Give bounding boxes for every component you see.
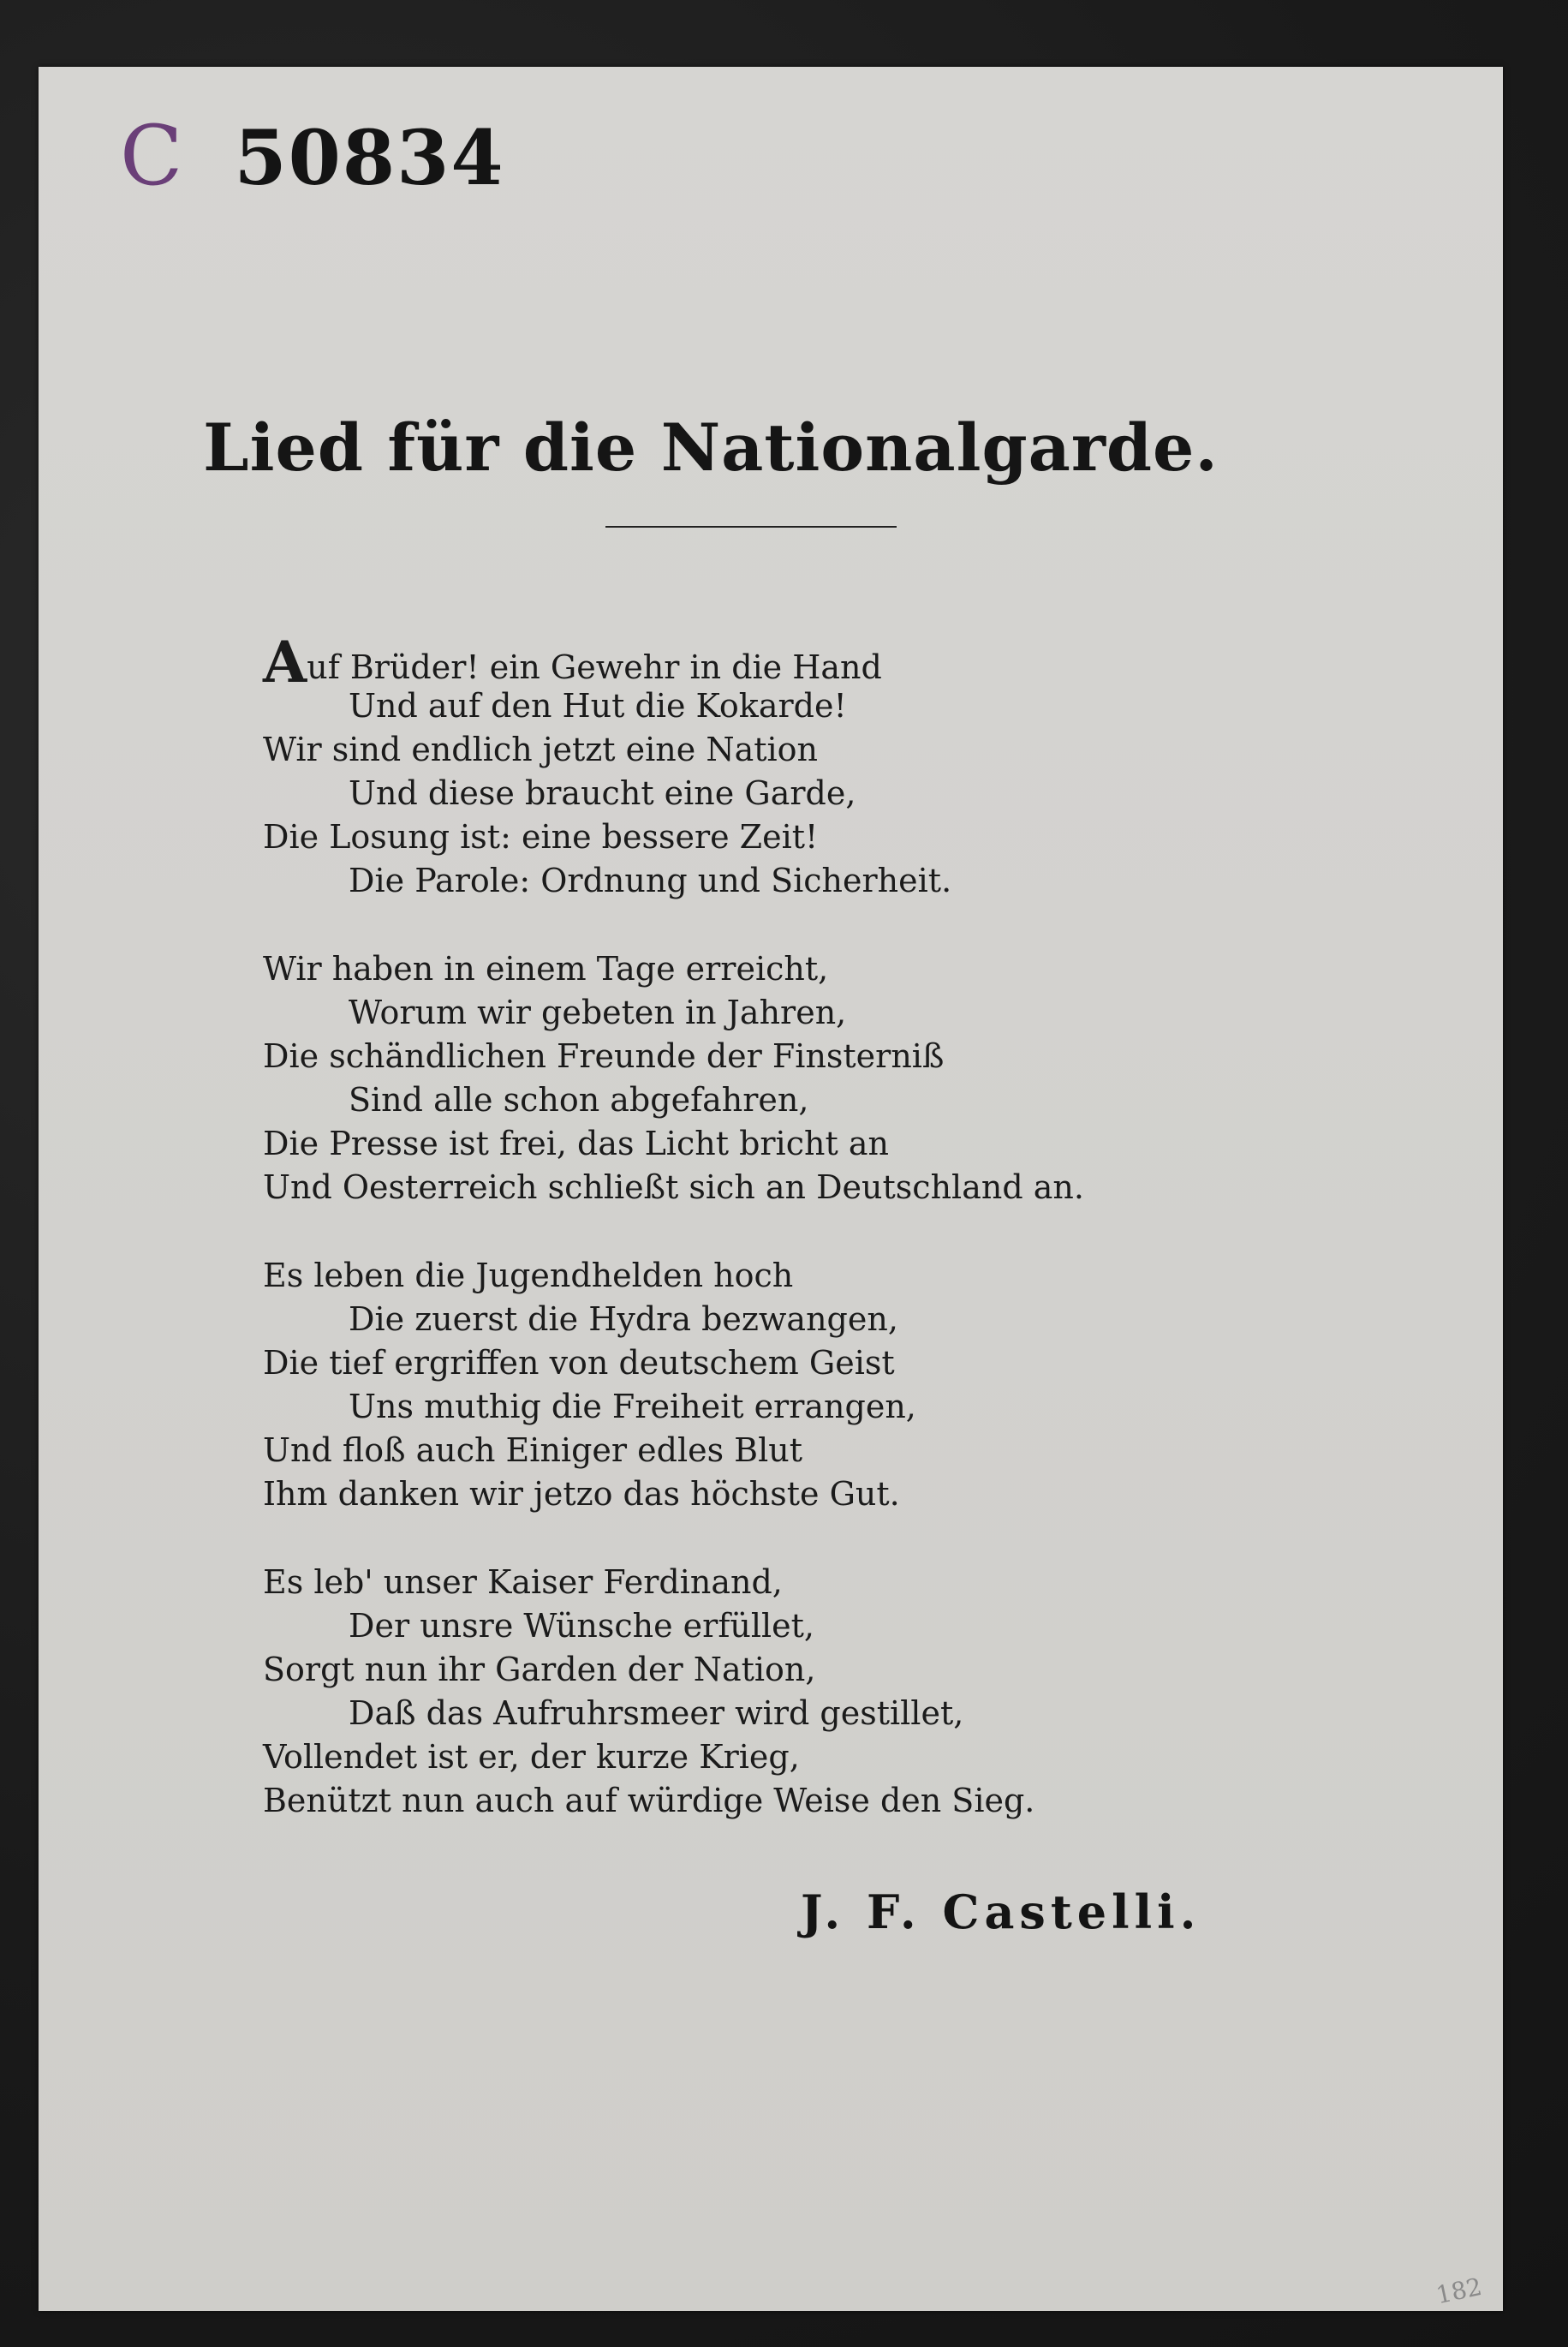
poem-stanza — [263, 947, 1119, 1209]
poem-stanza — [263, 629, 1119, 903]
poem-line: Ihm danken wir jetzo das höchste Gut. — [263, 1475, 900, 1513]
catalog-stamp — [120, 108, 505, 204]
poem-line: Die Parole: Ordnung und Sicherheit. — [349, 862, 952, 899]
poem-line: Uns muthig die Freiheit errangen, — [349, 1388, 916, 1425]
poem-line: Und floß auch Einiger edles Blut — [263, 1431, 802, 1469]
poem-line: Sind alle schon abgefahren, — [349, 1081, 809, 1119]
poem-line: Es leben die Jugendhelden hoch — [263, 1257, 794, 1294]
poem-line: Die Presse ist frei, das Licht bricht an — [263, 1125, 889, 1162]
poem-line: Und auf den Hut die Kokarde! — [349, 687, 847, 725]
poem-line: Die zuerst die Hydra bezwangen, — [349, 1300, 898, 1338]
poem-line: Es leb' unser Kaiser Ferdinand, — [263, 1563, 783, 1601]
poem-body — [263, 629, 1119, 1867]
initial-letter: A — [263, 629, 307, 696]
poem-line: Daß das Aufruhrsmeer wird gestillet, — [349, 1694, 964, 1732]
poem-line: Die schändlichen Freunde der Finsterniß — [263, 1037, 945, 1075]
page-title: Lied für die Nationalgarde. — [203, 409, 1219, 486]
poem-line: Die tief ergriffen von deutschem Geist — [263, 1344, 895, 1382]
pencil-note: 182 — [1434, 2272, 1485, 2310]
initial-line-rest: uf Brüder! ein Gewehr in die Hand — [307, 648, 882, 686]
title-rule — [605, 526, 897, 528]
poem-line: Wir haben in einem Tage erreicht, — [263, 950, 829, 988]
poem-line — [263, 629, 1119, 696]
poem-line: Der unsre Wünsche erfüllet, — [349, 1607, 815, 1645]
document-sheet — [39, 67, 1503, 2311]
catalog-letter: C — [120, 108, 183, 204]
poem-line: Die Losung ist: eine bessere Zeit! — [263, 818, 819, 856]
author-signature: J. F. Castelli. — [801, 1884, 1201, 1939]
catalog-number: 50834 — [234, 113, 505, 202]
poem-line: Worum wir gebeten in Jahren, — [349, 994, 847, 1031]
poem-line: Vollendet ist er, der kurze Krieg, — [263, 1738, 800, 1776]
poem-line: Sorgt nun ihr Garden der Nation, — [263, 1651, 816, 1688]
poem-stanza — [263, 1561, 1119, 1823]
poem-stanza — [263, 1254, 1119, 1516]
poem-line: Wir sind endlich jetzt eine Nation — [263, 731, 819, 768]
poem-line: Benützt nun auch auf würdige Weise den Sieg. — [263, 1782, 1035, 1819]
poem-line: Und Oesterreich schließt sich an Deutschland an. — [263, 1168, 1084, 1206]
poem-line: Und diese braucht eine Garde, — [349, 774, 856, 812]
